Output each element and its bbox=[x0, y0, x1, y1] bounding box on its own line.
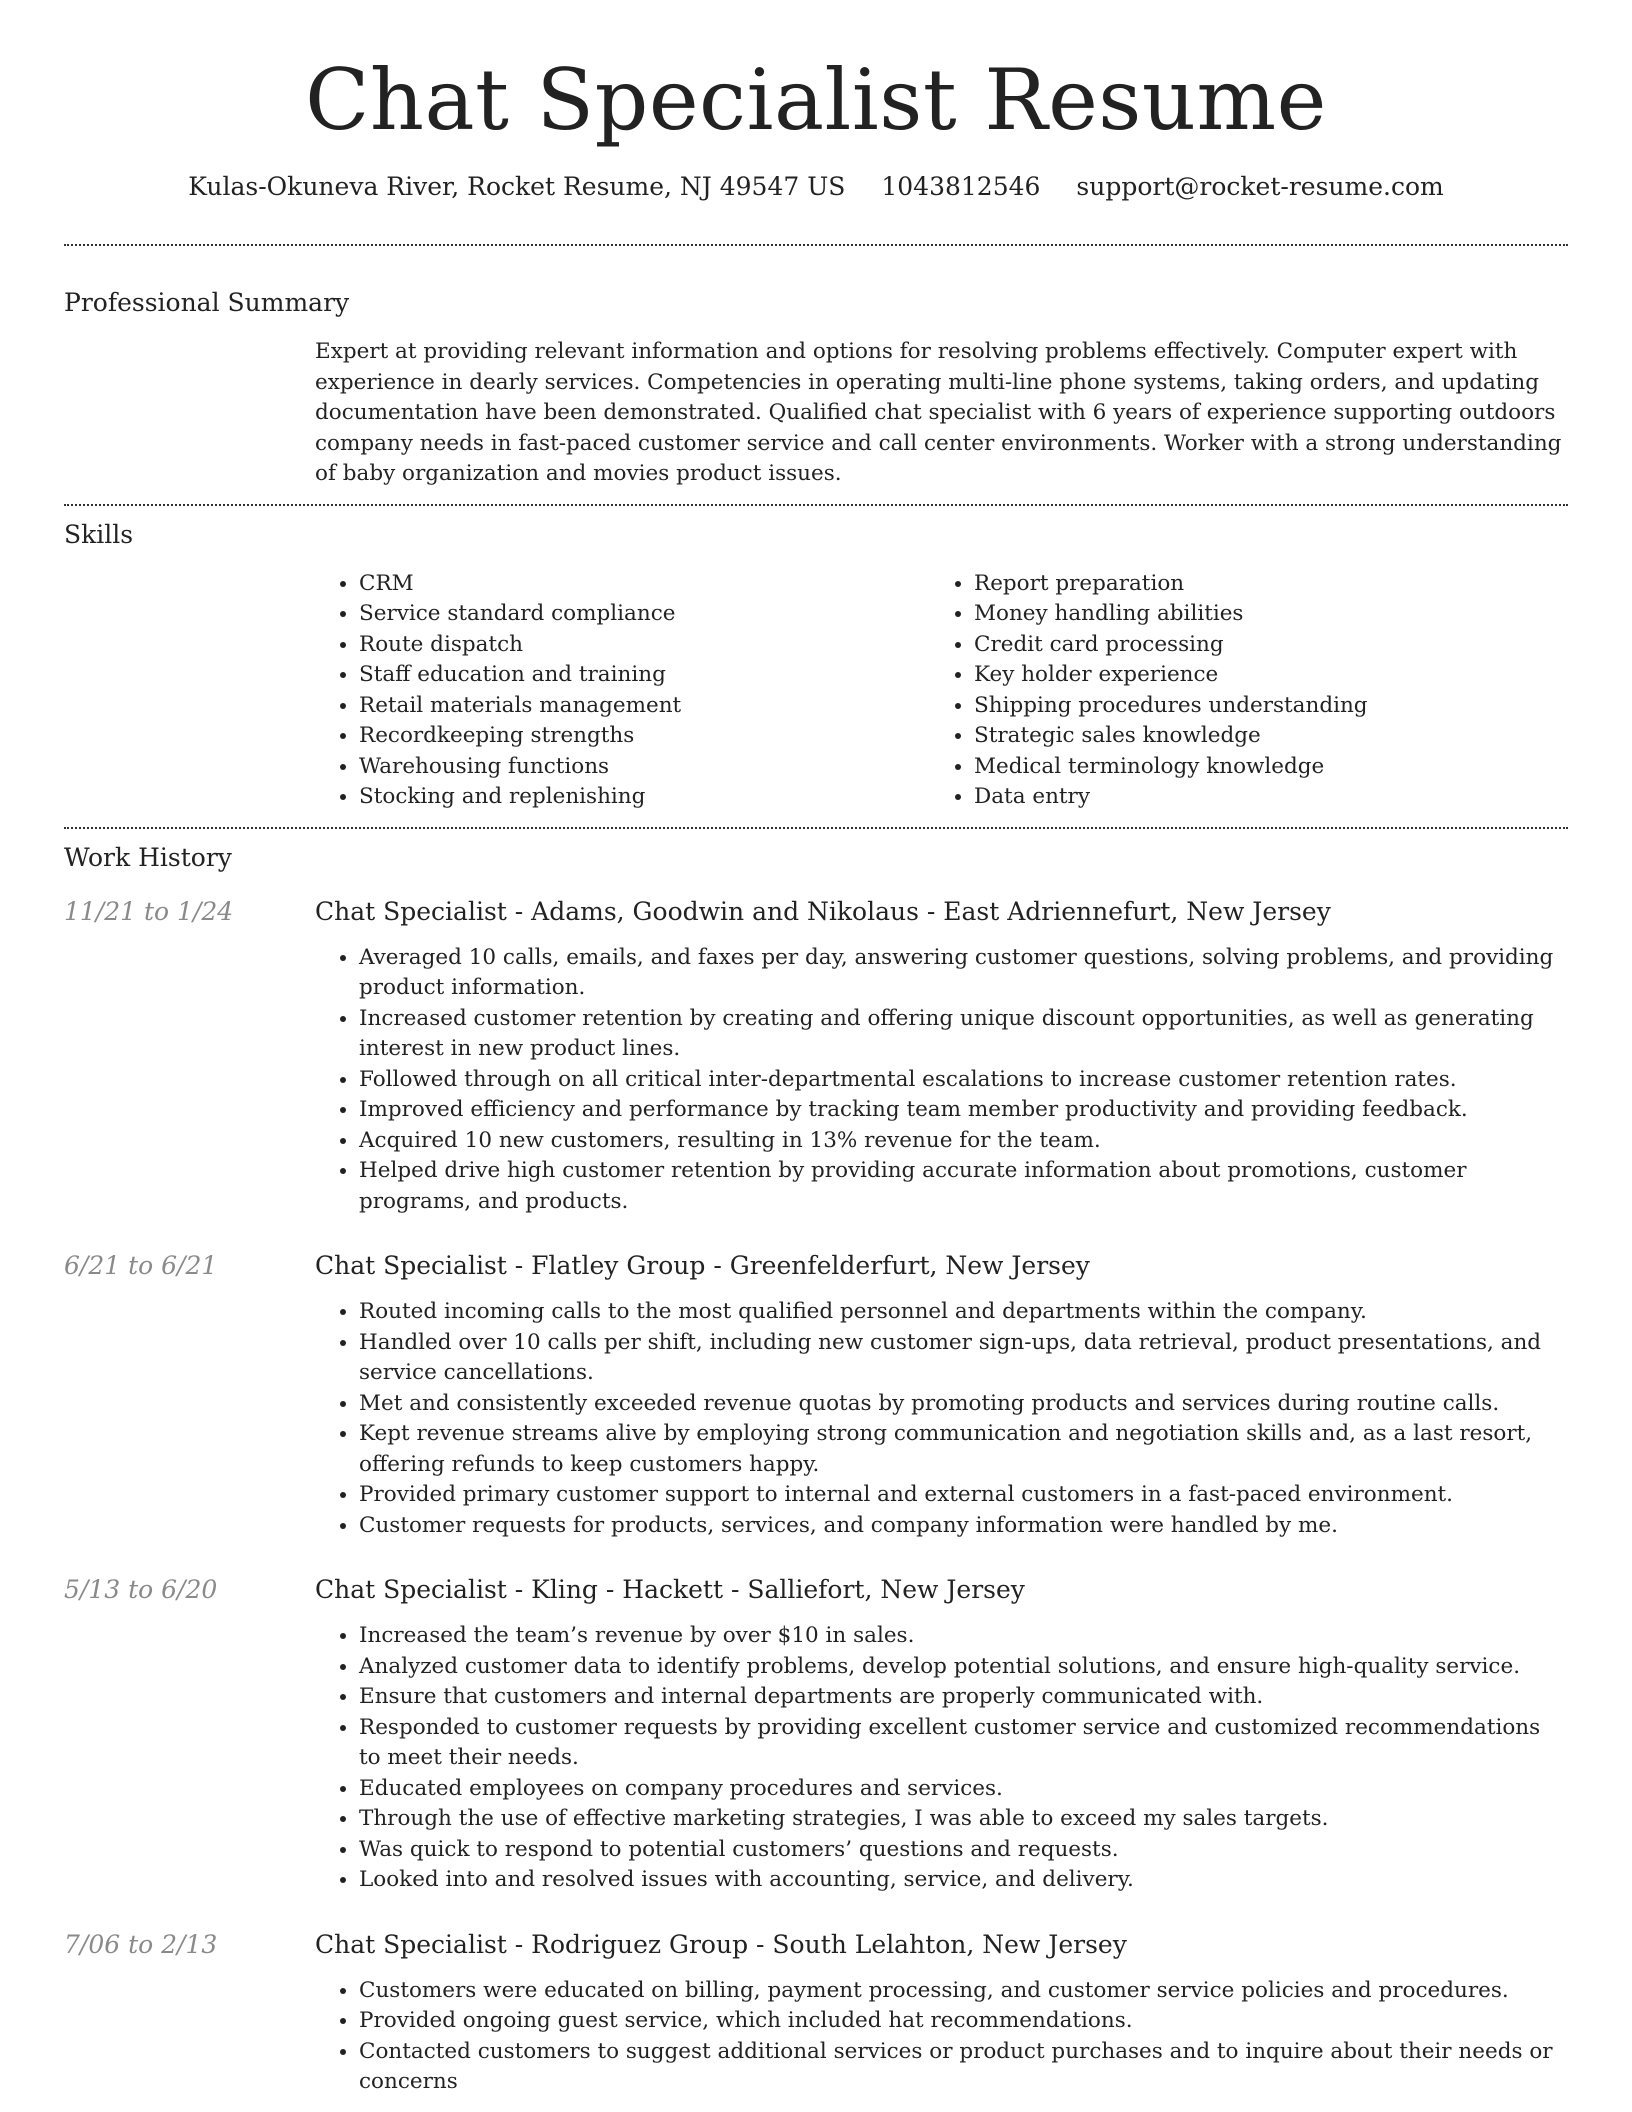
skills-grid bbox=[315, 569, 1568, 813]
job-bullet: • Contacted customers to suggest additional services or product purchases and to inquire about their needs or concerns bbox=[359, 2037, 1568, 2098]
resume-title: Chat Specialist Resume bbox=[305, 51, 1327, 149]
job-bullets bbox=[315, 943, 1568, 1218]
job-dates: 6/21 to 6/21 bbox=[64, 1251, 218, 1280]
job-bullet: • Educated employees on company procedures and services. bbox=[359, 1774, 1568, 1805]
job-bullets bbox=[315, 1297, 1568, 1541]
job-heading: Chat Specialist - Kling - Hackett - Salliefort, New Jersey bbox=[315, 1575, 1025, 1604]
job-bullet: • Improved efficiency and performance by tracking team member productivity and providing feedback. bbox=[359, 1095, 1568, 1126]
job-bullet: • Was quick to respond to potential customers’ questions and requests. bbox=[359, 1835, 1568, 1866]
skill-item: • Credit card processing bbox=[974, 630, 1550, 661]
job-bullet: • Handled over 10 calls per shift, including new customer sign-ups, data retrieval, product presentations, and service cancellations. bbox=[359, 1328, 1568, 1389]
skill-item: • Warehousing functions bbox=[359, 752, 930, 783]
job-bullet: • Increased customer retention by creating and offering unique discount opportunities, as well as generating interest in new product lines. bbox=[359, 1004, 1568, 1065]
job-entry bbox=[64, 895, 1568, 1218]
job-entry bbox=[64, 1928, 1568, 2098]
job-bullet: • Averaged 10 calls, emails, and faxes per day, answering customer questions, solving problems, and providing product information. bbox=[359, 943, 1568, 1004]
skill-item: • Data entry bbox=[974, 782, 1550, 813]
skill-item: • Report preparation bbox=[974, 569, 1550, 600]
skills-list-left bbox=[315, 569, 930, 813]
job-bullet: • Acquired 10 new customers, resulting in 13% revenue for the team. bbox=[359, 1126, 1568, 1157]
skills-heading: Skills bbox=[64, 519, 134, 549]
job-dates: 7/06 to 2/13 bbox=[64, 1929, 218, 1959]
skill-item: • Service standard compliance bbox=[359, 599, 930, 630]
job-bullets bbox=[315, 1976, 1568, 2098]
job-bullet: • Helped drive high customer retention by providing accurate information about promotions, customer programs, and products. bbox=[359, 1156, 1568, 1217]
skill-item: • CRM bbox=[359, 569, 930, 600]
job-dates: 11/21 to 1/24 bbox=[64, 896, 234, 926]
job-bullet: • Analyzed customer data to identify problems, develop potential solutions, and ensure high-quality service. bbox=[359, 1652, 1568, 1683]
job-bullet: • Customers were educated on billing, payment processing, and customer service policies and procedures. bbox=[359, 1976, 1568, 2007]
summary-text: Expert at providing relevant information and options for resolving problems effectively. Computer expert with experience in dearly services. Competencies in operating multi-line phone systems, taking orders, and updating documentation have been demonstrated. Qualified chat specialist with 6 years of experience supporting outdoors company needs in fast-paced customer service and call center environments. Worker with a strong understanding of baby organization and movies product issues. bbox=[315, 339, 1562, 486]
skill-item: • Medical terminology knowledge bbox=[974, 752, 1550, 783]
resume-page bbox=[64, 0, 1568, 2098]
job-bullet: • Responded to customer requests by providing excellent customer service and customized recommendations to meet their needs. bbox=[359, 1713, 1568, 1774]
job-entry bbox=[64, 1573, 1568, 1896]
job-bullets bbox=[315, 1621, 1568, 1896]
job-bullet: • Customer requests for products, services, and company information were handled by me. bbox=[359, 1511, 1568, 1542]
summary-heading: Professional Summary bbox=[64, 288, 350, 317]
contact-email: support@rocket-resume.com bbox=[1076, 172, 1444, 201]
job-bullet: • Ensure that customers and internal departments are properly communicated with. bbox=[359, 1682, 1568, 1713]
skill-item: • Stocking and replenishing bbox=[359, 782, 930, 813]
skills-list-right bbox=[930, 569, 1550, 813]
job-entry bbox=[64, 1249, 1568, 1541]
skill-item: • Strategic sales knowledge bbox=[974, 721, 1550, 752]
work-history-heading: Work History bbox=[64, 842, 232, 872]
section-divider bbox=[64, 504, 1568, 506]
job-bullet: • Followed through on all critical inter-departmental escalations to increase customer retention rates. bbox=[359, 1065, 1568, 1096]
job-bullet: • Routed incoming calls to the most qualified personnel and departments within the company. bbox=[359, 1297, 1568, 1328]
contact-line bbox=[64, 170, 1568, 204]
contact-phone: 1043812546 bbox=[881, 172, 1041, 201]
skill-item: • Route dispatch bbox=[359, 630, 930, 661]
contact-address: Kulas-Okuneva River, Rocket Resume, NJ 49547 US bbox=[188, 172, 846, 201]
job-dates: 5/13 to 6/20 bbox=[64, 1575, 218, 1604]
section-divider bbox=[64, 827, 1568, 829]
job-heading: Chat Specialist - Flatley Group - Greenfelderfurt, New Jersey bbox=[315, 1251, 1090, 1280]
job-bullet: • Met and consistently exceeded revenue quotas by promoting products and services during routine calls. bbox=[359, 1389, 1568, 1420]
job-bullet: • Increased the team’s revenue by over $10 in sales. bbox=[359, 1621, 1568, 1652]
skill-item: • Staff education and training bbox=[359, 660, 930, 691]
job-heading: Chat Specialist - Adams, Goodwin and Nikolaus - East Adriennefurt, New Jersey bbox=[315, 896, 1331, 926]
skill-item: • Recordkeeping strengths bbox=[359, 721, 930, 752]
skill-item: • Money handling abilities bbox=[974, 599, 1550, 630]
job-heading: Chat Specialist - Rodriguez Group - South Lelahton, New Jersey bbox=[315, 1929, 1127, 1959]
job-bullet: • Provided ongoing guest service, which included hat recommendations. bbox=[359, 2006, 1568, 2037]
job-bullet: • Provided primary customer support to internal and external customers in a fast-paced environment. bbox=[359, 1480, 1568, 1511]
job-bullet: • Looked into and resolved issues with accounting, service, and delivery. bbox=[359, 1865, 1568, 1896]
skill-item: • Retail materials management bbox=[359, 691, 930, 722]
skill-item: • Key holder experience bbox=[974, 660, 1550, 691]
job-bullet: • Kept revenue streams alive by employing strong communication and negotiation skills and, as a last resort, offering refunds to keep customers happy. bbox=[359, 1419, 1568, 1480]
job-bullet: • Through the use of effective marketing strategies, I was able to exceed my sales targets. bbox=[359, 1804, 1568, 1835]
skill-item: • Shipping procedures understanding bbox=[974, 691, 1550, 722]
section-divider bbox=[64, 244, 1568, 246]
